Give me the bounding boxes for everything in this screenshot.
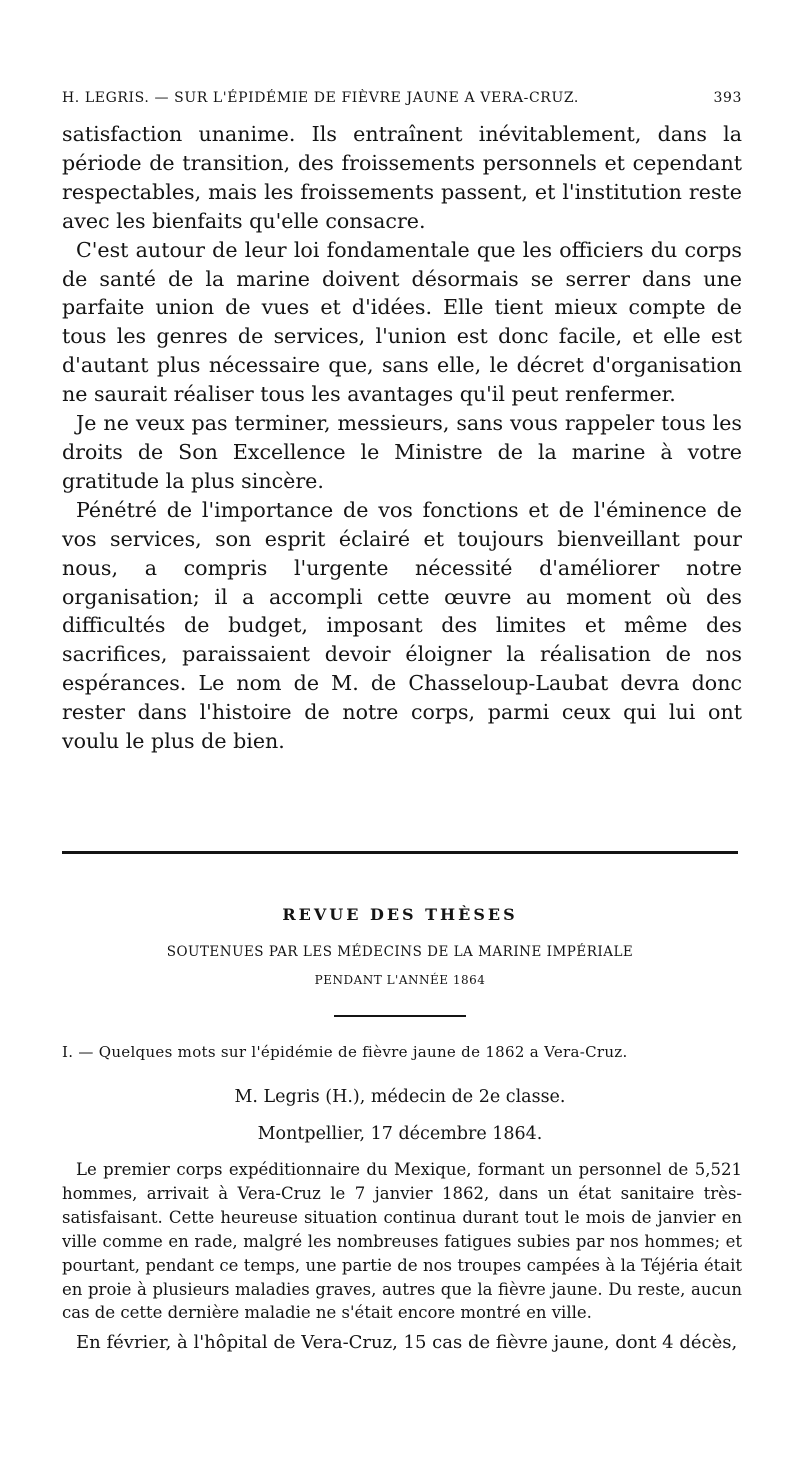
body-paragraph: Je ne veux pas terminer, messieurs, sans vous rappeler tous les droits de Son Excellence le Ministre de la marine à votre gratitude la plus sincère.: [62, 411, 742, 493]
section-year-line: PENDANT L'ANNÉE 1864: [314, 973, 486, 987]
section-subtitle: SOUTENUES PAR LES MÉDECINS DE LA MARINE IMPÉRIALE: [166, 944, 634, 960]
page-number: 393: [713, 90, 742, 106]
body-text: [62, 120, 742, 756]
article-heading: I. — Quelques mots sur l'épidémie de fièvre jaune de 1862 a Vera-Cruz.: [62, 1043, 628, 1061]
body-paragraph: satisfaction unanime. Ils entraînent inévitablement, dans la période de transition, des froissements personnels et cependant respectables, mais les froissements passent, et l'institution reste avec les bienfaits qu'elle consacre.: [62, 122, 742, 233]
running-head: [62, 90, 742, 106]
short-divider: [334, 1015, 466, 1017]
body-paragraph: Pénétré de l'importance de vos fonctions et de l'éminence de vos services, son esprit éclairé et toujours bienveillant pour nous, a compris l'urgente nécessité d'améliorer notre organisation; il a accompli cette œuvre au moment où des difficultés de budget, imposant des limites et même des sacrifices, paraissaient devoir éloigner la réalisation de nos espérances. Le nom de M. de Chasseloup-Laubat devra donc rester dans l'histoire de notre corps, parmi ceux qui lui ont voulu le plus de bien.: [62, 497, 742, 754]
section-divider: [62, 851, 738, 854]
section-title: REVUE DES THÈSES: [282, 905, 518, 924]
article-paragraph: Le premier corps expéditionnaire du Mexique, formant un personnel de 5,521 hommes, arrivait à Vera-Cruz le 7 janvier 1862, dans un état sanitaire très-satisfaisant. Cette heureuse situation continua durant tout le mois de janvier en ville comme en rade, malgré les nombreuses fatigues subies par nos hommes; et pourtant, pendant ce temps, une partie de nos troupes campées à la Téjéria était en proie à plusieurs maladies graves, autres que la fièvre jaune. Du reste, aucun cas de cette dernière maladie ne s'était encore montré en ville.: [62, 1160, 742, 1323]
article-paragraph: En février, à l'hôpital de Vera-Cruz, 15 cas de fièvre jaune, dont 4 décès,: [76, 1332, 738, 1354]
article-place-date: Montpellier, 17 décembre 1864.: [257, 1124, 543, 1144]
running-head-title: H. LEGRIS. — SUR L'ÉPIDÉMIE DE FIÈVRE JAUNE A VERA-CRUZ.: [62, 90, 579, 106]
article-text: [62, 1158, 742, 1355]
body-paragraph: C'est autour de leur loi fondamentale que les officiers du corps de santé de la marine doivent désormais se serrer dans une parfaite union de vues et d'idées. Elle tient mieux compte de tous les genres de services, l'union est donc facile, et elle est d'autant plus nécessaire que, sans elle, le décret d'organisation ne saurait réaliser tous les avantages qu'il peut renfermer.: [62, 237, 742, 407]
article-author: M. Legris (H.), médecin de 2e classe.: [234, 1087, 566, 1107]
